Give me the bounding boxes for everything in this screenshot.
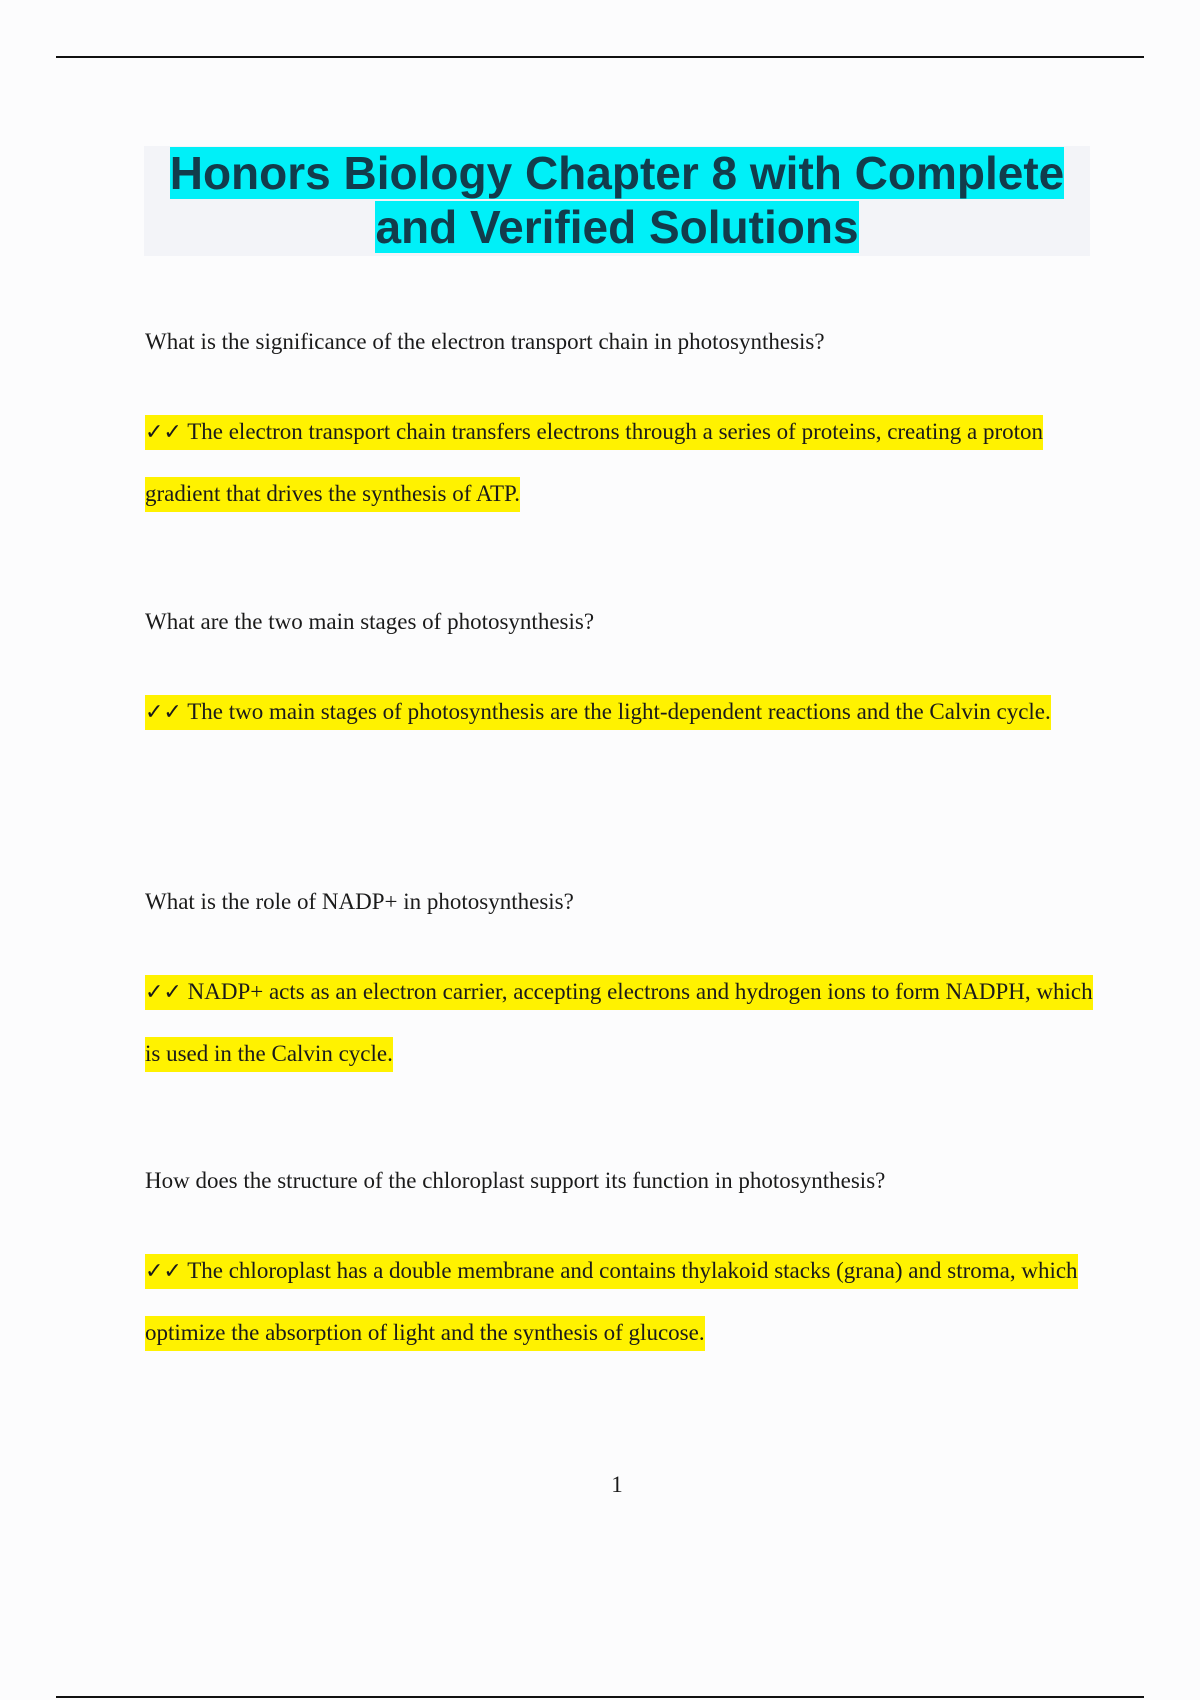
top-rule bbox=[56, 56, 1144, 58]
title-block bbox=[144, 146, 1090, 256]
question-text: What are the two main stages of photosynthesis? bbox=[145, 609, 595, 634]
qa-item bbox=[145, 607, 1105, 743]
question-text: How does the structure of the chloroplast support its function in photosynthesis? bbox=[145, 1168, 886, 1193]
page-number: 1 bbox=[611, 1472, 623, 1497]
question-text: What is the significance of the electron transport chain in photosynthesis? bbox=[145, 329, 825, 354]
title-line-2: and Verified Solutions bbox=[375, 201, 859, 253]
question-text: What is the role of NADP+ in photosynthesis? bbox=[145, 889, 574, 914]
check-icon: ✓✓ bbox=[145, 1259, 182, 1284]
page-title bbox=[144, 146, 1090, 254]
qa-item bbox=[145, 887, 1105, 1084]
answer-body: The electron transport chain transfers electrons through a series of proteins, creating a proton gradient that drives the synthesis of ATP. bbox=[145, 419, 1044, 506]
answer-text bbox=[145, 401, 1105, 524]
check-icon: ✓✓ bbox=[145, 420, 182, 445]
title-line-1: Honors Biology Chapter 8 with Complete bbox=[169, 147, 1065, 199]
qa-item bbox=[145, 327, 1105, 524]
answer-text bbox=[145, 961, 1105, 1084]
answer-highlight bbox=[145, 415, 1043, 512]
check-icon: ✓✓ bbox=[145, 700, 182, 725]
answer-body: NADP+ acts as an electron carrier, accepting electrons and hydrogen ions to form NADPH, which is used in the Calvin cycle. bbox=[145, 979, 1093, 1066]
answer-text bbox=[145, 681, 1105, 743]
answer-text bbox=[145, 1240, 1105, 1363]
answer-highlight bbox=[145, 695, 1051, 730]
answer-body: The chloroplast has a double membrane and contains thylakoid stacks (grana) and stroma, which optimize the absorption of light and the synthesis of glucose. bbox=[145, 1258, 1078, 1345]
answer-highlight bbox=[145, 1254, 1078, 1351]
bottom-rule bbox=[56, 1696, 1144, 1698]
answer-highlight bbox=[145, 975, 1093, 1072]
answer-body: The two main stages of photosynthesis are the light-dependent reactions and the Calvin cycle. bbox=[187, 699, 1051, 724]
check-icon: ✓✓ bbox=[145, 980, 182, 1005]
qa-item bbox=[145, 1166, 1105, 1363]
